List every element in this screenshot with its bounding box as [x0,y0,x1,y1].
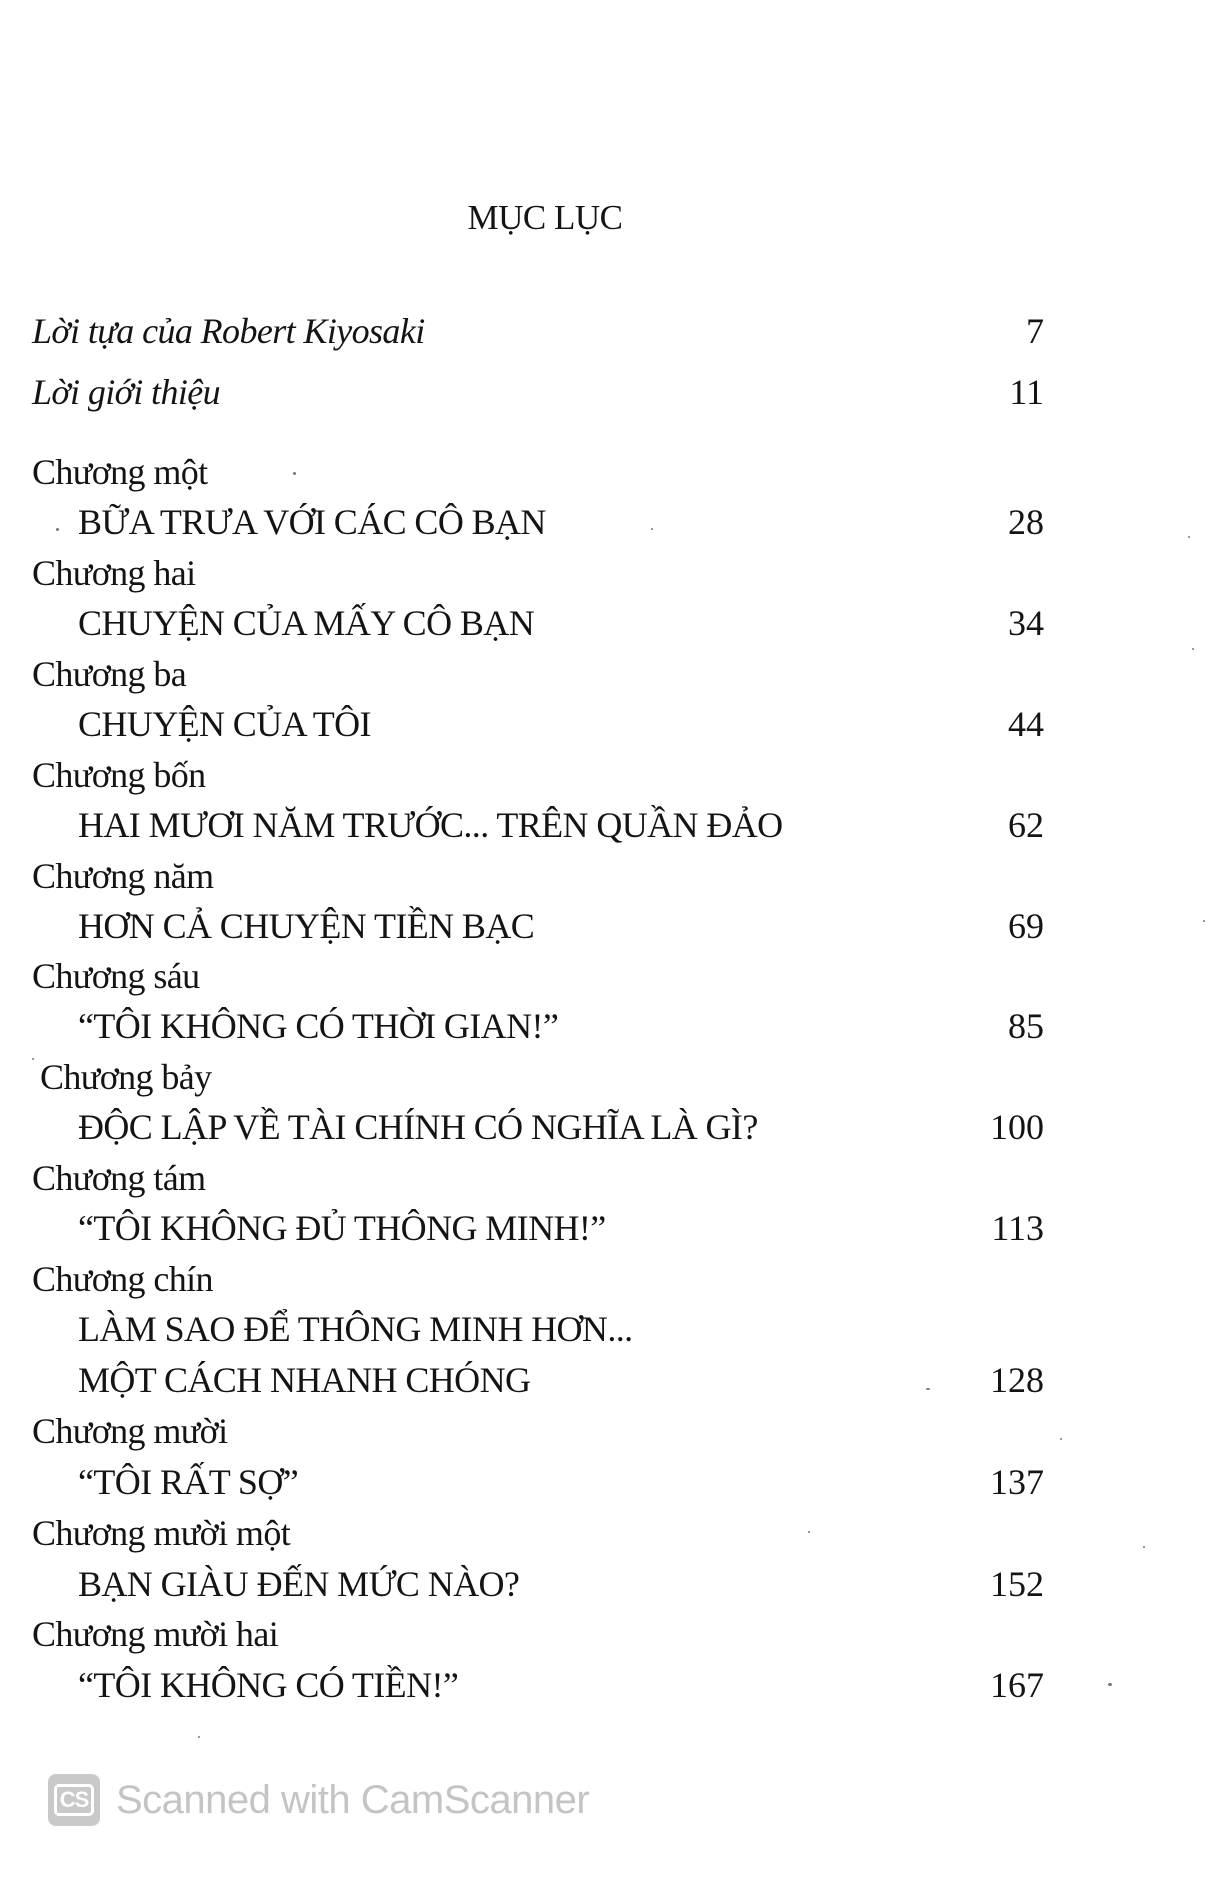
chapter-label: Chương năm [32,856,214,896]
chapter-title: BỮA TRƯA VỚI CÁC CÔ BẠN [78,502,546,542]
front-matter-page: 11 [1009,372,1044,412]
chapter-page: 113 [991,1208,1044,1248]
chapter-page: 100 [990,1107,1044,1147]
chapter-title: “TÔI KHÔNG ĐỦ THÔNG MINH!” [78,1208,606,1248]
scan-speck [56,528,59,531]
chapter-page: 28 [1008,502,1044,542]
chapter-label: Chương mười một [32,1513,291,1553]
scan-speck [651,528,653,530]
scan-speck [1192,648,1194,650]
chapter-label: Chương mười [32,1411,228,1451]
camscanner-watermark [48,1770,589,1830]
chapter-title: LÀM SAO ĐỂ THÔNG MINH HƠN... [78,1309,633,1349]
scan-speck [926,1388,930,1390]
chapter-title: MỘT CÁCH NHANH CHÓNG [78,1360,531,1400]
chapter-title: ĐỘC LẬP VỀ TÀI CHÍNH CÓ NGHĨA LÀ GÌ? [78,1107,758,1147]
scan-speck [1108,1683,1112,1686]
watermark-text: Scanned with CamScanner [116,1777,590,1822]
chapter-label: Chương một [32,452,208,492]
scan-speck [32,1058,34,1060]
chapter-page: 34 [1008,603,1044,643]
chapter-label: Chương ba [32,654,187,694]
front-matter-page: 7 [1026,311,1044,351]
chapter-page: 62 [1008,805,1044,845]
chapter-label: Chương hai [32,553,196,593]
chapter-title: CHUYỆN CỦA MẤY CÔ BẠN [78,603,535,643]
chapter-label: Chương sáu [32,956,200,996]
chapter-page: 152 [990,1564,1044,1604]
chapter-title: HAI MƯƠI NĂM TRƯỚC... TRÊN QUẦN ĐẢO [78,805,783,845]
chapter-page: 128 [990,1360,1044,1400]
camscanner-logo-icon [48,1774,100,1826]
chapter-title: “TÔI RẤT SỢ” [78,1462,299,1502]
chapter-title: CHUYỆN CỦA TÔI [78,704,371,744]
chapter-label: Chương tám [32,1158,206,1198]
front-matter-label: Lời tựa của Robert Kiyosaki [32,311,425,351]
scan-speck [808,1531,810,1533]
toc-title: MỤC LỤC [467,198,623,237]
scan-speck [1188,536,1190,538]
chapter-title: “TÔI KHÔNG CÓ TIỀN!” [78,1665,459,1705]
chapter-page: 137 [990,1462,1044,1502]
chapter-page: 167 [990,1665,1044,1705]
chapter-label: Chương bảy [40,1057,212,1097]
chapter-page: 44 [1008,704,1044,744]
chapter-title: BẠN GIÀU ĐẾN MỨC NÀO? [78,1564,520,1604]
chapter-page: 69 [1008,906,1044,946]
scan-speck [1203,920,1205,922]
chapter-title: HƠN CẢ CHUYỆN TIỀN BẠC [78,906,535,946]
camscanner-logo-text: CS [54,1784,94,1816]
chapter-title: “TÔI KHÔNG CÓ THỜI GIAN!” [78,1006,559,1046]
chapter-label: Chương bốn [32,755,206,795]
front-matter-label: Lời giới thiệu [32,372,221,412]
chapter-label: Chương mười hai [32,1614,279,1654]
scan-speck [1060,1438,1062,1440]
scan-speck [293,472,296,475]
chapter-page: 85 [1008,1006,1044,1046]
scan-speck [1143,1546,1145,1548]
scan-speck [198,1736,200,1738]
chapter-label: Chương chín [32,1259,213,1299]
